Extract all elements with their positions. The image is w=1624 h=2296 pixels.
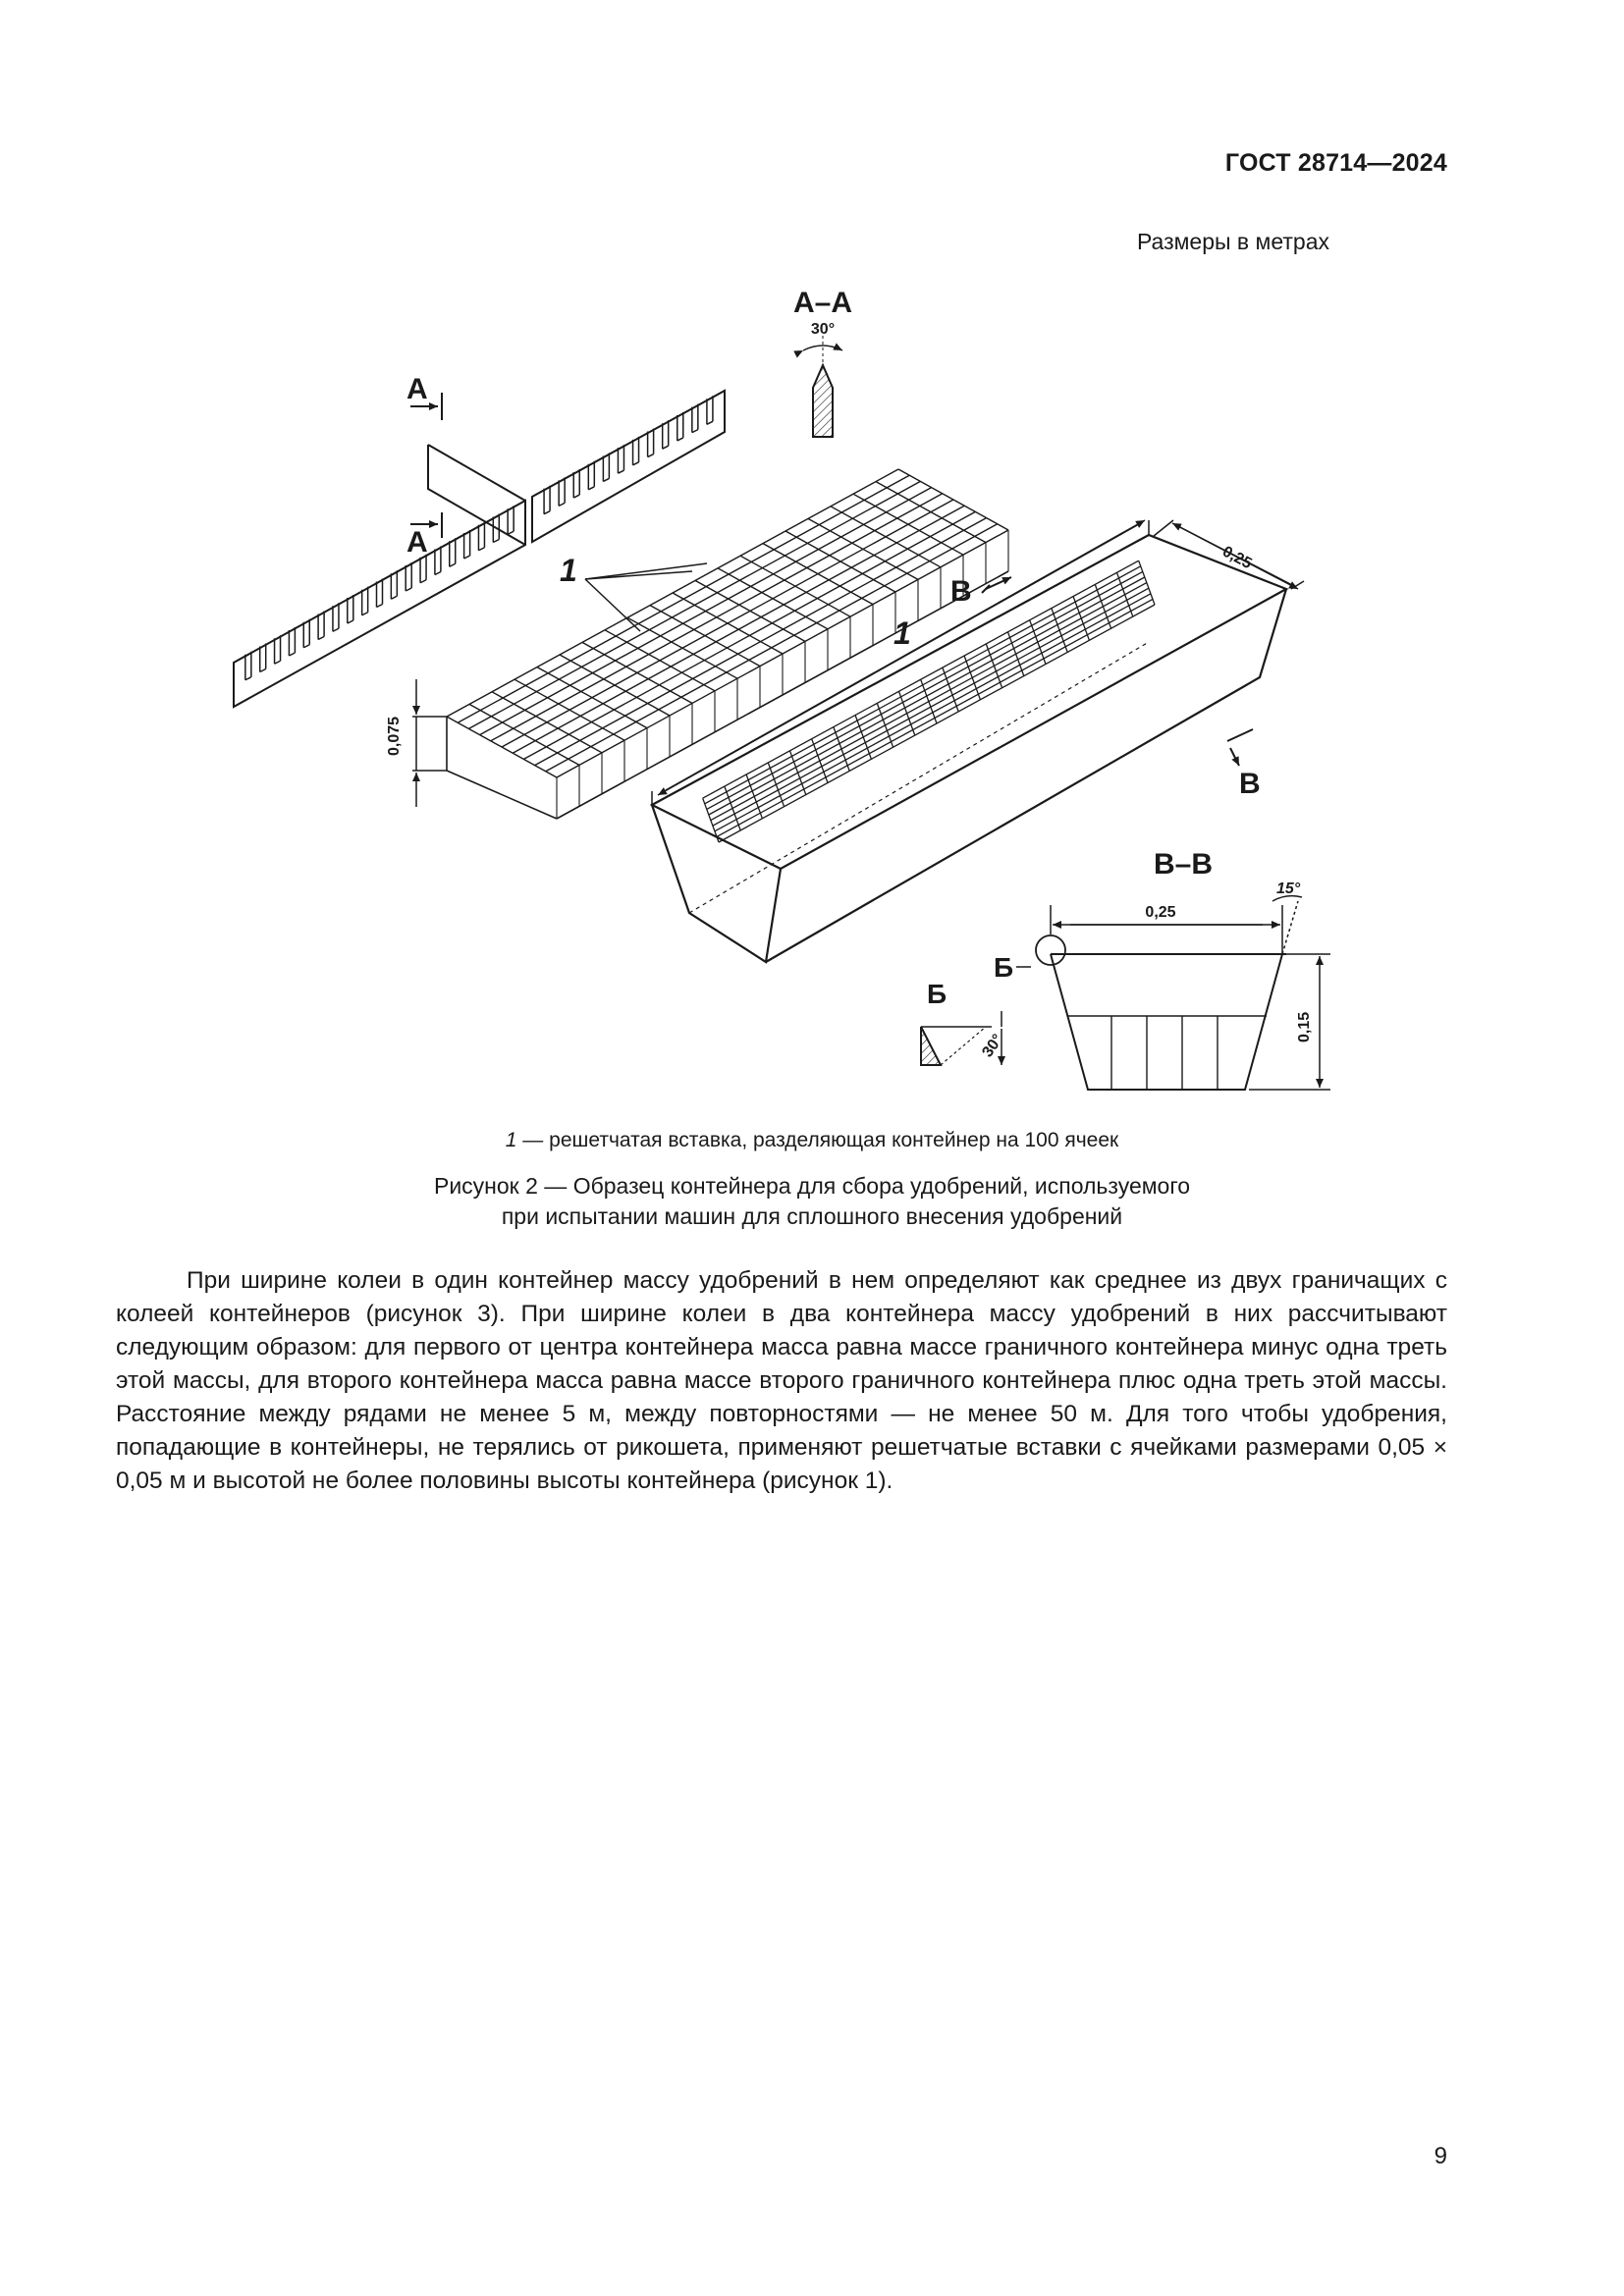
section-vv-drawing: [1016, 935, 1286, 1090]
units-note: Размеры в метрах: [1136, 229, 1329, 254]
dim-0075: [412, 679, 447, 807]
document-code-header: ГОСТ 28714—2024: [1224, 149, 1447, 177]
body-paragraph: При ширине колеи в один контейнер массу удобрений в нем определяют как среднее из двух граничащих с колеей контейнеров (рисунок 3). При ширине колеи в два контейнера массу удобрений в них рассчитывают следующим образом: для первого от центра контейнера масса равна массе граничного контейнера минус одна треть этой массы, для второго контейнера масса равна массе второго граничного контейнера плюс одна треть этой массы. Расстояние между рядами не менее 5 м, между повторностями — не менее 50 м. Для того чтобы удобрения, попадающие в контейнеры, не терялись от рикошета, применяют решетчатые вставки с ячейками размерами 0,05 × 0,05 м и высотой не более половины высоты контейнера (рисунок 1).: [116, 1267, 1447, 1494]
dim-025-section: [1051, 896, 1302, 954]
section-aa-markers: [410, 393, 442, 538]
dim-015: [1249, 954, 1330, 1090]
angle-15-label: 15°: [1276, 881, 1301, 897]
a-upper-label: А: [406, 373, 428, 405]
legend-number: 1: [505, 1129, 517, 1151]
legend-text: — решетчатая вставка, разделяющая контейнер на 100 ячеек: [516, 1129, 1119, 1151]
dim-015-label: 0,15: [1296, 1011, 1313, 1042]
page-number: 9: [1434, 2143, 1447, 2169]
b-callout-label: Б: [994, 952, 1014, 983]
dim-025-section-label: 0,25: [1145, 904, 1176, 921]
figure-legend: [0, 1129, 1624, 1152]
section-vv-label: В–В: [1153, 848, 1214, 881]
angle-30-top-label: 30°: [810, 321, 836, 338]
comb-teeth: [245, 396, 713, 679]
a-lower-label: А: [406, 526, 428, 559]
section-aa-label: А–А: [792, 287, 853, 319]
figure-2-drawing: [0, 0, 1624, 1119]
caption-line-2: при испытании машин для сплошного внесения удобрений: [501, 1203, 1123, 1229]
dim-025-top-label: 0,25: [1219, 543, 1255, 573]
section-aa-blade: [793, 287, 852, 437]
v-upper-label: В: [950, 575, 972, 608]
b-detail-label: Б: [927, 979, 947, 1009]
angle-30-detail-label: 30°: [979, 1031, 1007, 1061]
figure-caption: [0, 1171, 1624, 1232]
callout-1-long-label: 1: [893, 615, 911, 651]
dim-0075-label: 0,075: [386, 716, 403, 756]
callout-1-label: 1: [560, 553, 577, 588]
caption-line-1: Рисунок 2 — Образец контейнера для сбора удобрений, используемого: [433, 1173, 1191, 1199]
v-lower-label: В: [1239, 768, 1261, 800]
